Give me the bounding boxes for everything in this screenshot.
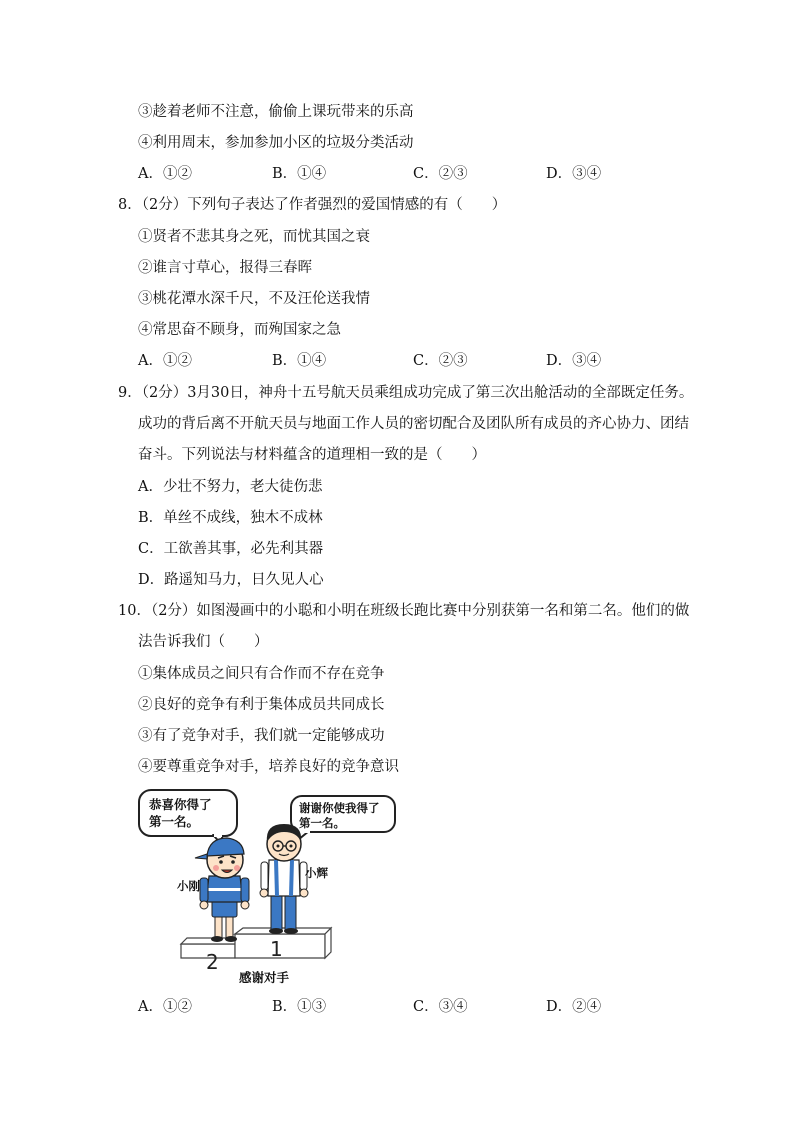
q10-option-d[interactable]: D．②④ (546, 999, 602, 1015)
q9-option-a[interactable]: A．少壮不努力，老大徒伤悲 (138, 479, 323, 495)
q8-option-c[interactable]: C．②③ (413, 353, 468, 369)
q10-item-3: ③有了竞争对手，我们就一定能够成功 (138, 728, 385, 744)
q8-item-4: ④常思奋不顾身，而殉国家之急 (138, 322, 341, 338)
q10-option-b[interactable]: B．①③ (272, 999, 327, 1015)
q9-option-c[interactable]: C．工欲善其事，必先利其器 (138, 541, 324, 557)
q7-option-d[interactable]: D．③④ (546, 166, 602, 182)
q10-stem-line-1: 10．（2分）如图漫画中的小聪和小明在班级长跑比赛中分别获第一名和第二名。他们的做 (118, 603, 690, 619)
name-label-left: 小刚 (177, 879, 200, 893)
q8-option-b[interactable]: B．①④ (272, 353, 327, 369)
q8-stem: 8．（2分）下列句子表达了作者强烈的爱国情感的有（ ） (118, 197, 507, 213)
speech-bubble-right (291, 796, 395, 844)
bubble-right-line-2: 第一名。 (299, 816, 345, 830)
q8-option-d[interactable]: D．③④ (546, 353, 602, 369)
q10-stem-line-2: 法告诉我们（ ） (138, 634, 269, 650)
q8-item-3: ③桃花潭水深千尺，不及汪伦送我情 (138, 291, 370, 307)
boy-first-place-figure (260, 824, 308, 934)
q10-item-1: ①集体成员之间只有合作而不存在竞争 (138, 666, 385, 682)
competition-comic-illustration (137, 786, 399, 992)
q9-stem-line-1: 9．（2分）3月30日，神舟十五号航天员乘组成功完成了第三次出舱活动的全部既定任务。 (118, 385, 694, 401)
q7-item-4: ④利用周末，参加参加小区的垃圾分类活动 (138, 135, 414, 151)
q8-option-a[interactable]: A．①② (138, 353, 192, 369)
q8-item-2: ②谁言寸草心，报得三春晖 (138, 260, 312, 276)
q9-option-d[interactable]: D．路遥知马力，日久见人心 (138, 572, 324, 588)
podium (181, 928, 331, 974)
podium-first-place-number: 1 (270, 937, 283, 961)
q8-item-1: ①贤者不悲其身之死，而忧其国之衰 (138, 229, 370, 245)
q7-option-a[interactable]: A．①② (138, 166, 192, 182)
boy-second-place-figure (195, 838, 249, 942)
q7-option-b[interactable]: B．①④ (272, 166, 327, 182)
q10-item-4: ④要尊重竞争对手，培养良好的竞争意识 (138, 759, 399, 775)
q10-item-2: ②良好的竞争有利于集体成员共同成长 (138, 697, 385, 713)
name-label-right: 小辉 (305, 866, 328, 880)
podium-second-place-number: 2 (206, 950, 219, 974)
bubble-right-line-1: 谢谢你使我得了 (299, 801, 380, 815)
q9-stem-line-3: 奋斗。下列说法与材料蕴含的道理相一致的是（ ） (138, 447, 486, 463)
bubble-left-line-1: 恭喜你得了 (149, 797, 212, 812)
q9-option-b[interactable]: B．单丝不成线，独木不成林 (138, 510, 323, 526)
comic-caption: 感谢对手 (239, 970, 290, 985)
bubble-left-line-2: 第一名。 (149, 814, 200, 829)
q7-option-c[interactable]: C．②③ (413, 166, 468, 182)
q7-item-3: ③趁着老师不注意，偷偷上课玩带来的乐高 (138, 104, 414, 120)
q9-stem-line-2: 成功的背后离不开航天员与地面工作人员的密切配合及团队所有成员的齐心协力、团结 (138, 416, 689, 432)
q10-option-a[interactable]: A．①② (138, 999, 192, 1015)
q10-option-c[interactable]: C．③④ (413, 999, 468, 1015)
